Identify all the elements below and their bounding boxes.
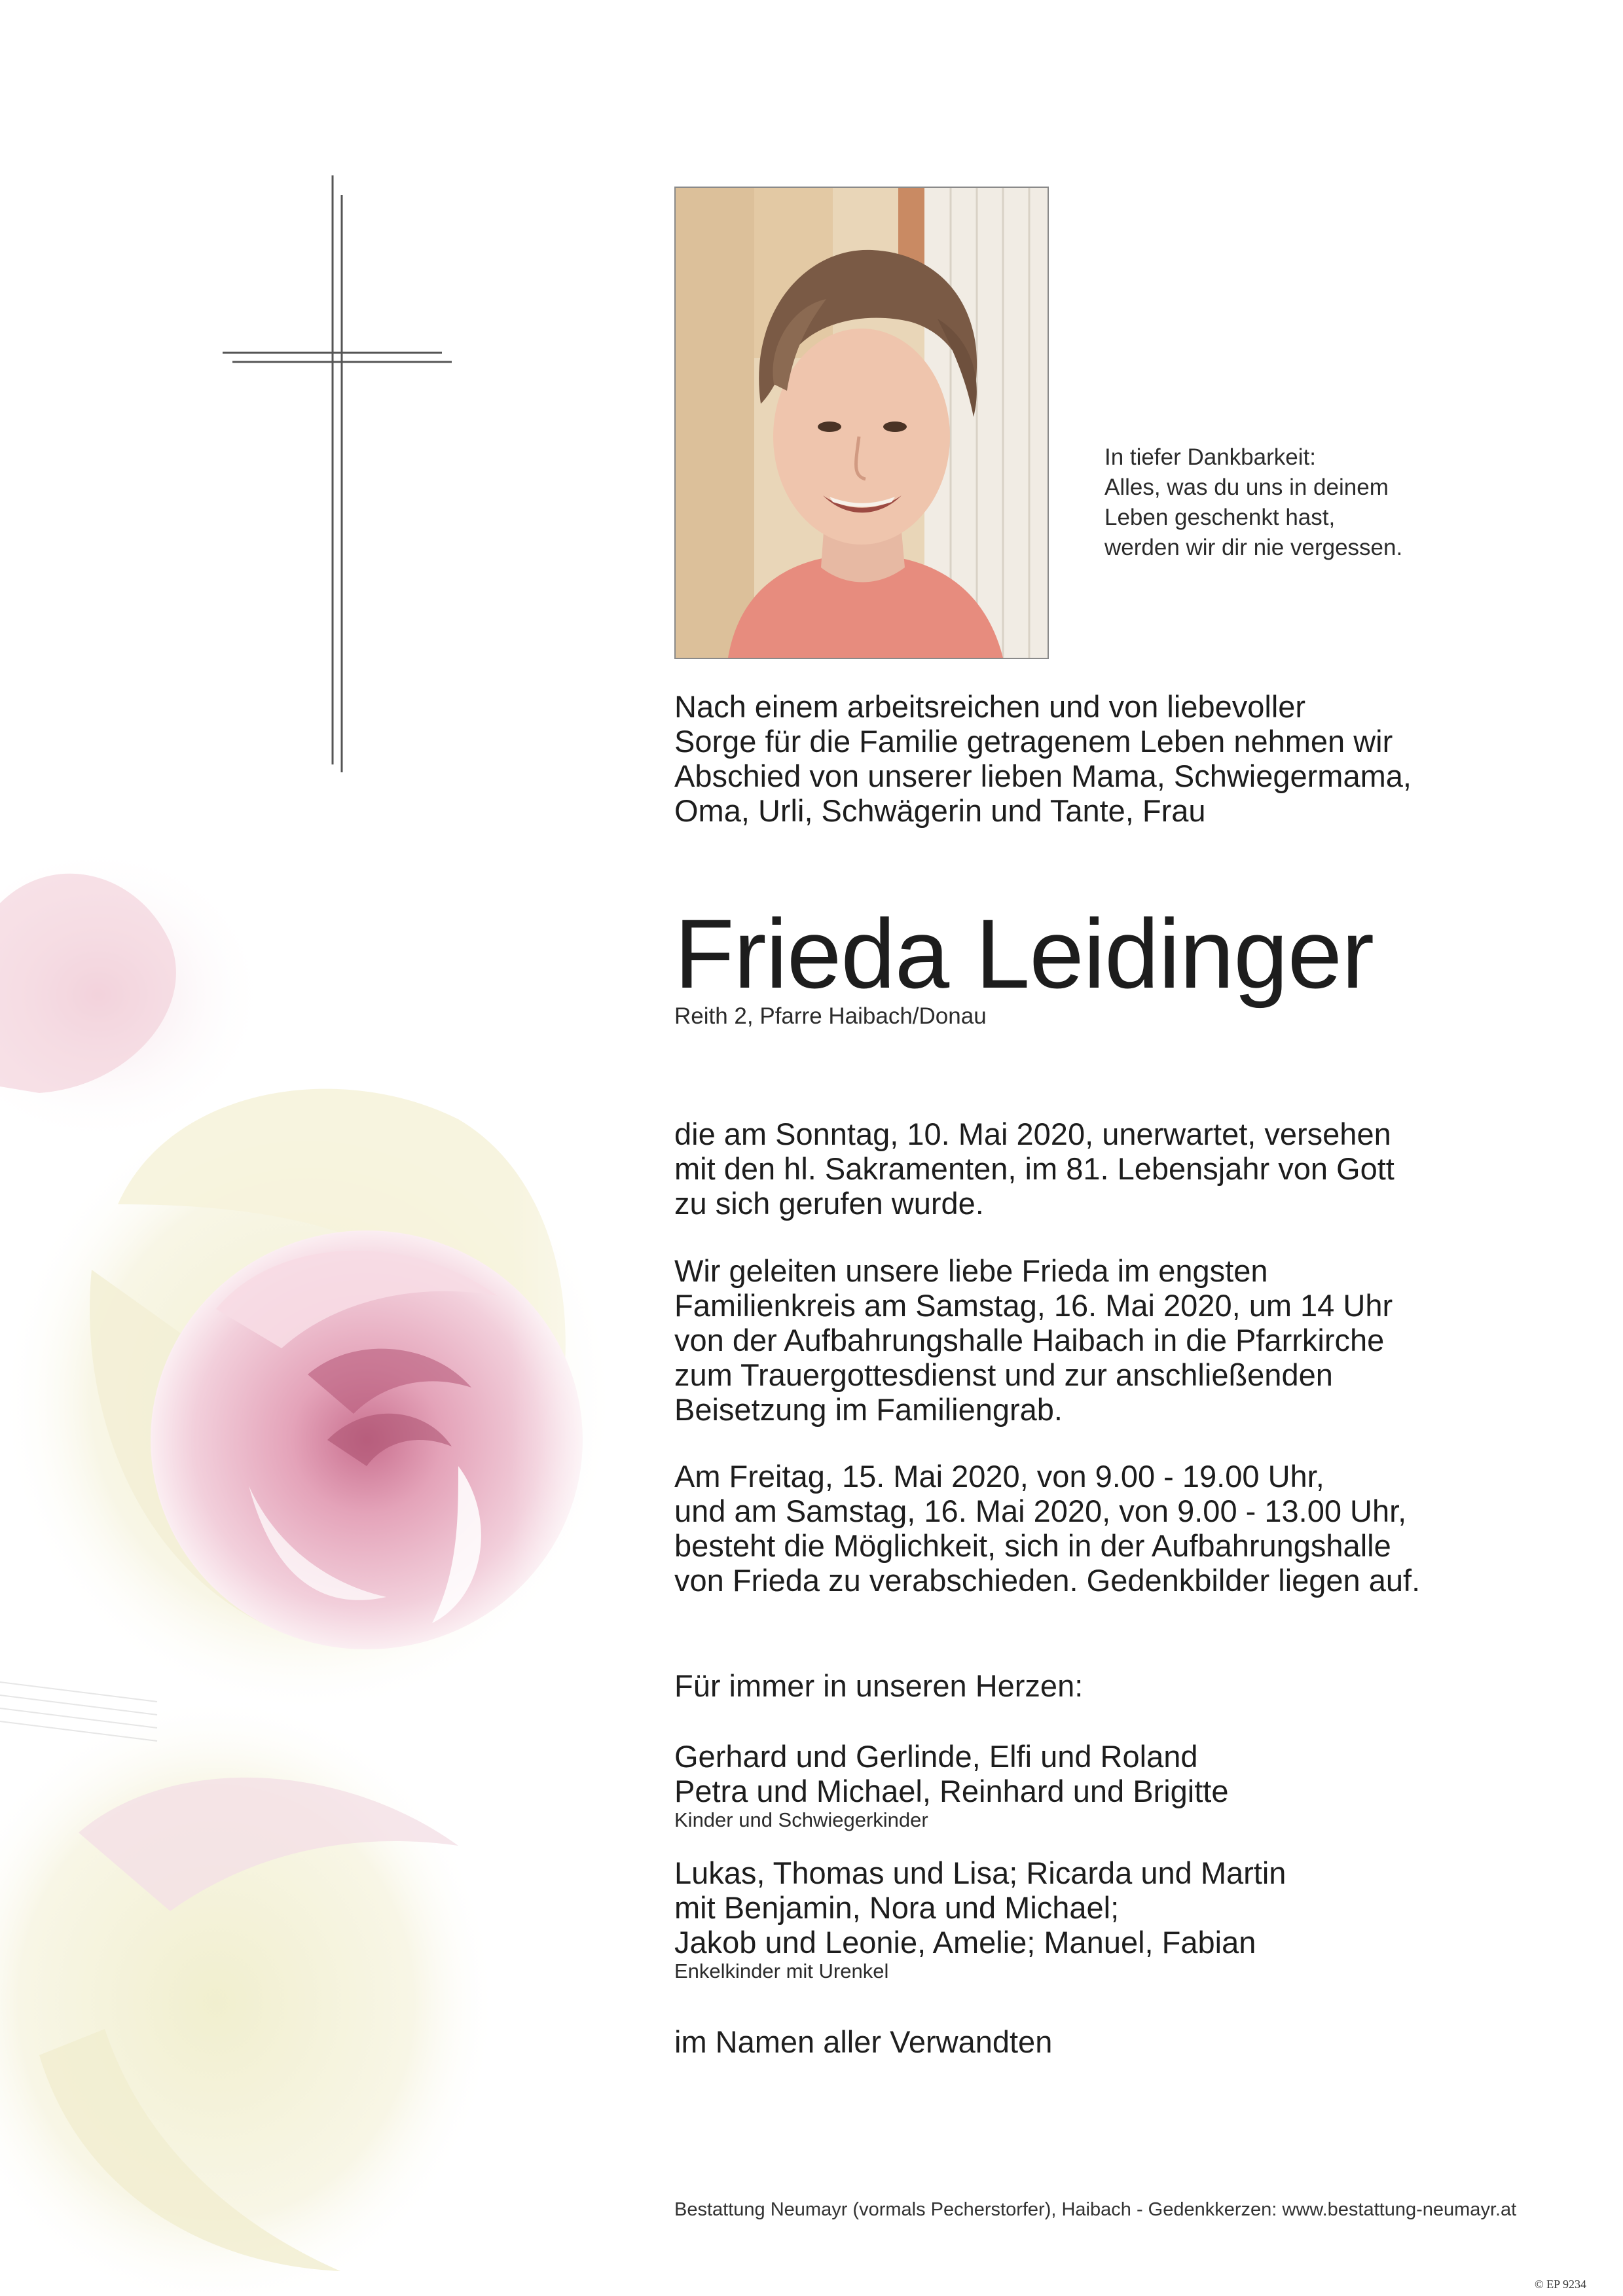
viewing-line: Am Freitag, 15. Mai 2020, von 9.00 - 19.00 Uhr, — [674, 1459, 1324, 1494]
ceremony-line: Familienkreis am Samstag, 16. Mai 2020, um 14 Uhr — [674, 1288, 1393, 1323]
quote-line: Alles, was du uns in deinem — [1104, 475, 1389, 500]
funeral-home-footer: Bestattung Neumayr (vormals Pecherstorfer), Haibach - Gedenkkerzen: www.bestattung-neumayr.at — [674, 2199, 1517, 2220]
death-notice-line: mit den hl. Sakramenten, im 81. Lebensjahr von Gott — [674, 1151, 1395, 1186]
grandchildren-label: Enkelkinder mit Urenkel — [674, 1960, 889, 1982]
children-line: Gerhard und Gerlinde, Elfi und Roland — [674, 1739, 1198, 1774]
ceremony-line: Wir geleiten unsere liebe Frieda im engsten — [674, 1253, 1268, 1288]
intro-line: Nach einem arbeitsreichen und von liebevoller — [674, 689, 1306, 724]
grandchildren-line: mit Benjamin, Nora und Michael; — [674, 1890, 1120, 1925]
ceremony-paragraph — [674, 1253, 1393, 1427]
portrait-photo — [674, 187, 1049, 659]
quote-line: In tiefer Dankbarkeit: — [1104, 444, 1316, 470]
ceremony-line: von der Aufbahrungshalle Haibach in die Pfarrkirche — [674, 1323, 1385, 1357]
viewing-line: von Frieda zu verabschieden. Gedenkbilder liegen auf. — [674, 1563, 1421, 1598]
quote-line: werden wir dir nie vergessen. — [1104, 535, 1403, 560]
grandchildren-line: Jakob und Leonie, Amelie; Manuel, Fabian — [674, 1925, 1256, 1960]
grandchildren-line: Lukas, Thomas und Lisa; Ricarda und Martin — [674, 1856, 1286, 1890]
document-code: © EP 9234 — [1535, 2278, 1587, 2291]
children-line: Petra und Michael, Reinhard und Brigitte — [674, 1774, 1229, 1808]
ceremony-line: Beisetzung im Familiengrab. — [674, 1392, 1063, 1427]
death-notice-paragraph — [674, 1117, 1395, 1221]
rose-illustration — [0, 812, 707, 2296]
death-notice-line: zu sich gerufen wurde. — [674, 1186, 984, 1221]
children-label: Kinder und Schwiegerkinder — [674, 1808, 928, 1831]
mourners-heading: Für immer in unseren Herzen: — [674, 1668, 1084, 1703]
closing-line: im Namen aller Verwandten — [674, 2024, 1053, 2059]
death-notice-line: die am Sonntag, 10. Mai 2020, unerwartet, versehen — [674, 1117, 1391, 1151]
ceremony-line: zum Trauergottesdienst und zur anschließenden — [674, 1357, 1333, 1392]
viewing-line: besteht die Möglichkeit, sich in der Aufbahrungshalle — [674, 1528, 1391, 1563]
viewing-paragraph — [674, 1459, 1420, 1598]
grandchildren-group — [674, 1856, 1286, 1983]
intro-line: Oma, Urli, Schwägerin und Tante, Frau — [674, 793, 1206, 828]
cross-icon — [223, 175, 452, 772]
intro-line: Sorge für die Familie getragenem Leben nehmen wir — [674, 724, 1393, 759]
viewing-line: und am Samstag, 16. Mai 2020, von 9.00 - 13.00 Uhr, — [674, 1494, 1407, 1528]
intro-line: Abschied von unserer lieben Mama, Schwiegermama, — [674, 759, 1412, 793]
quote-line: Leben geschenkt hast, — [1104, 505, 1336, 530]
children-group — [674, 1739, 1228, 1832]
intro-paragraph — [674, 689, 1412, 828]
deceased-name: Frieda Leidinger — [674, 899, 1374, 1009]
deceased-address: Reith 2, Pfarre Haibach/Donau — [674, 1003, 987, 1029]
gratitude-quote — [1104, 442, 1510, 563]
